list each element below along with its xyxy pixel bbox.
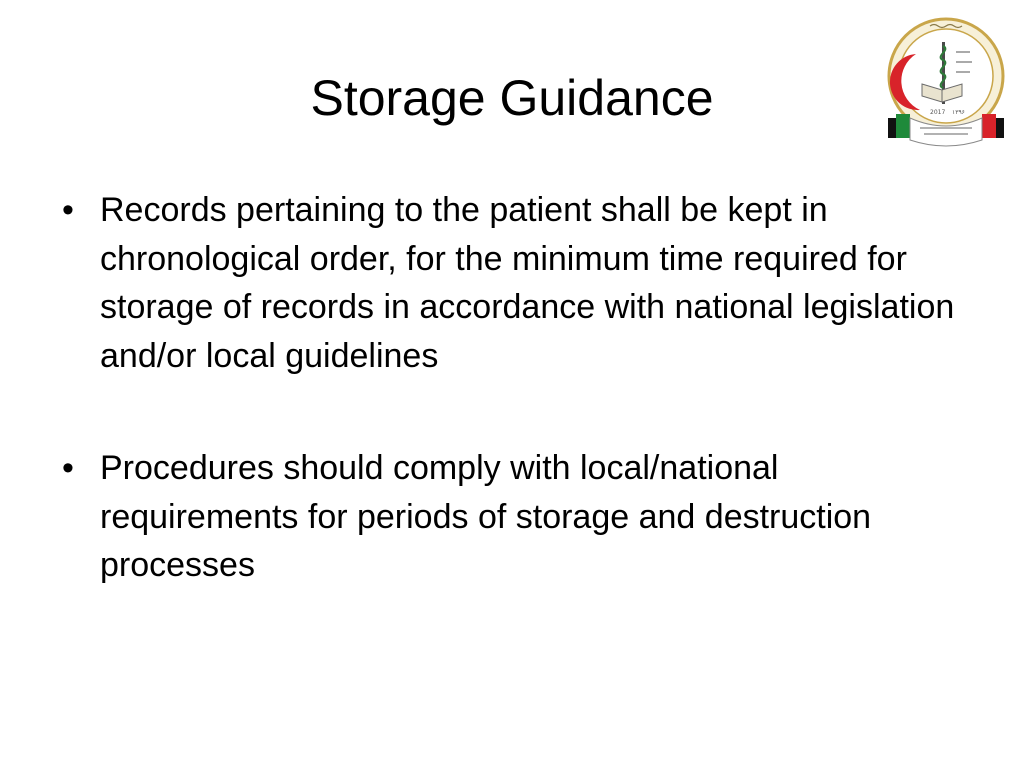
bullet-item <box>58 186 968 380</box>
seal-year-right: ۱۳۹۶ <box>952 109 965 116</box>
bullet-text: Procedures should comply with local/national requirements for periods of storage and destruction processes <box>100 449 872 584</box>
bullet-text: Records pertaining to the patient shall be kept in chronological order, for the minimum time required for storage of records in accordance with national legislation and/or local guidelines <box>100 191 955 375</box>
bullet-marker: • <box>62 191 74 229</box>
slide-title: Storage Guidance <box>310 70 714 126</box>
seal-year-left: 2017 <box>930 109 946 116</box>
bullet-item <box>58 444 968 590</box>
bullet-marker: • <box>62 449 74 487</box>
bullet-list <box>58 186 968 590</box>
medical-council-seal-icon <box>886 14 1014 148</box>
